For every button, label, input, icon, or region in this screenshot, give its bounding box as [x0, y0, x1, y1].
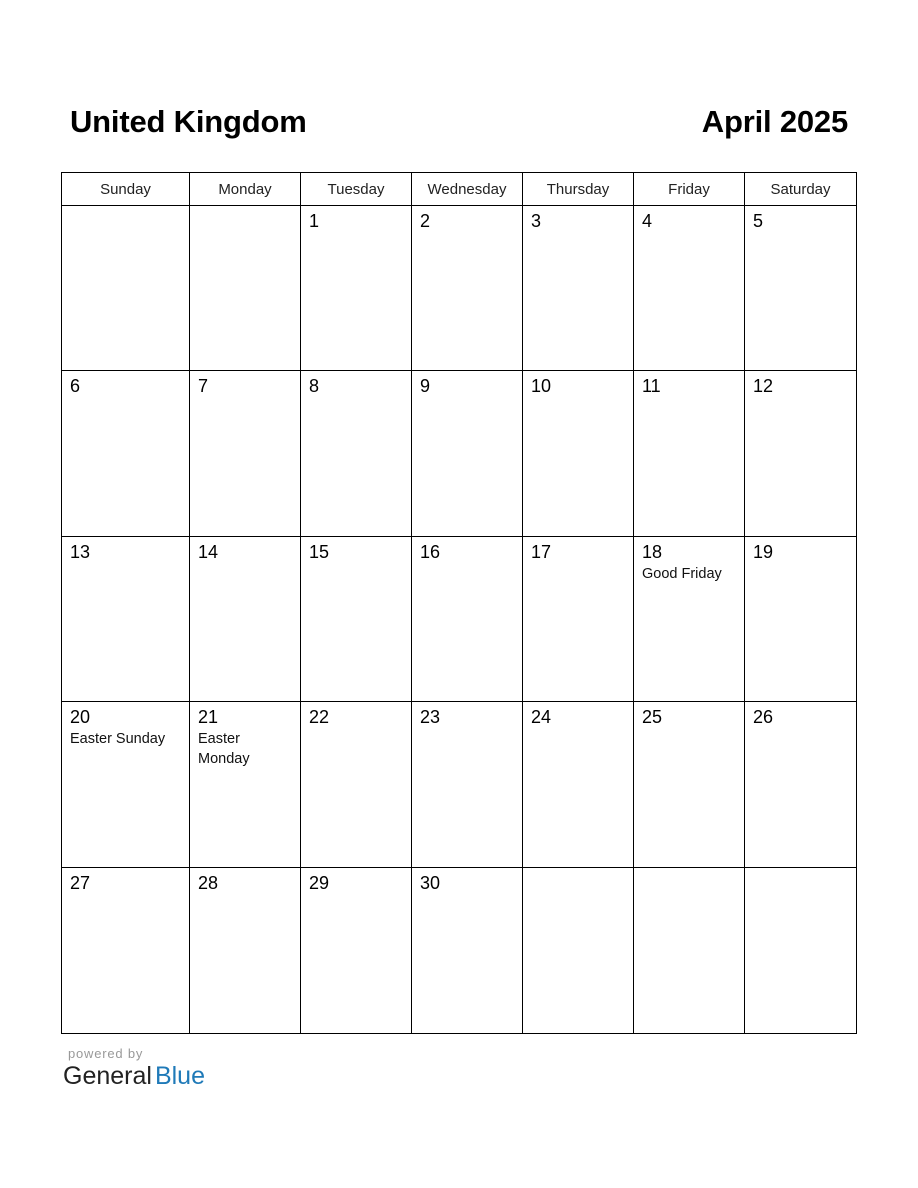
- day-cell: [301, 371, 412, 536]
- day-cell: [62, 537, 190, 702]
- day-number: 28: [198, 872, 219, 893]
- day-number: 15: [309, 541, 330, 562]
- day-number: 25: [642, 707, 663, 728]
- day-number: 20: [70, 707, 91, 728]
- day-cell: [523, 537, 634, 702]
- day-number: 3: [531, 211, 542, 231]
- day-number: 19: [753, 541, 774, 562]
- day-cell: [634, 702, 745, 867]
- empty-day-cell: [62, 206, 190, 371]
- day-number: 14: [198, 541, 219, 562]
- day-number: 10: [531, 376, 552, 397]
- day-cell: [412, 206, 523, 371]
- day-number: 7: [198, 376, 209, 397]
- day-cell: [190, 371, 301, 536]
- day-number: 11: [642, 376, 661, 397]
- weekday-header: Sunday: [62, 173, 190, 206]
- day-cell: [523, 702, 634, 867]
- day-number: 27: [70, 872, 91, 893]
- day-number: 29: [309, 872, 330, 893]
- weekday-header: Saturday: [745, 173, 856, 206]
- empty-day-cell: [634, 868, 745, 1033]
- day-cell: [634, 537, 745, 702]
- day-number: 26: [753, 707, 774, 728]
- day-number: 18: [642, 541, 663, 562]
- day-number: 17: [531, 541, 552, 562]
- day-number: 2: [420, 211, 431, 231]
- weekday-header: Wednesday: [412, 173, 523, 206]
- day-cell: [412, 702, 523, 867]
- day-cell: [745, 206, 856, 371]
- day-cell: [634, 206, 745, 371]
- day-cell: [301, 206, 412, 371]
- day-cell: [412, 537, 523, 702]
- day-cell: [523, 371, 634, 536]
- calendar-grid: [61, 172, 857, 1034]
- day-cell: [62, 702, 190, 867]
- month-year-title: April 2025: [701, 104, 848, 139]
- holiday-label: Good Friday: [642, 565, 722, 582]
- brand-general-text: General: [63, 1062, 152, 1090]
- holiday-label: Easter Monday: [198, 731, 250, 768]
- powered-by-label: powered by: [68, 1046, 144, 1061]
- day-cell: [412, 868, 523, 1033]
- day-cell: [745, 702, 856, 867]
- empty-day-cell: [190, 206, 301, 371]
- empty-day-cell: [745, 868, 856, 1033]
- day-number: 5: [753, 211, 764, 231]
- day-number: 4: [642, 211, 653, 231]
- day-number: 21: [198, 707, 219, 728]
- day-cell: [301, 868, 412, 1033]
- day-cell: [62, 371, 190, 536]
- brand-blue-text: Blue: [154, 1062, 205, 1090]
- country-title: United Kingdom: [70, 104, 307, 139]
- day-number: 24: [531, 707, 552, 728]
- day-cell: [745, 371, 856, 536]
- holiday-label: Easter Sunday: [70, 731, 166, 748]
- day-number: 9: [420, 376, 431, 397]
- weekday-header: Thursday: [523, 173, 634, 206]
- weekday-header: Monday: [190, 173, 301, 206]
- day-cell: [412, 371, 523, 536]
- day-cell: [301, 702, 412, 867]
- day-number: 1: [309, 211, 320, 231]
- weekday-header: Tuesday: [301, 173, 412, 206]
- day-number: 23: [420, 707, 441, 728]
- day-cell: [523, 206, 634, 371]
- day-cell: [190, 702, 301, 867]
- day-cell: [62, 868, 190, 1033]
- day-number: 16: [420, 541, 441, 562]
- day-cell: [634, 371, 745, 536]
- day-cell: [301, 537, 412, 702]
- empty-day-cell: [523, 868, 634, 1033]
- brand-logo[interactable]: [63, 1062, 205, 1091]
- day-number: 30: [420, 872, 441, 893]
- day-cell: [190, 868, 301, 1033]
- day-cell: [745, 537, 856, 702]
- day-number: 13: [70, 541, 91, 562]
- day-cell: [190, 537, 301, 702]
- day-number: 8: [309, 376, 320, 397]
- weekday-header: Friday: [634, 173, 745, 206]
- day-number: 12: [753, 376, 774, 397]
- day-number: 22: [309, 707, 330, 728]
- day-number: 6: [70, 376, 81, 397]
